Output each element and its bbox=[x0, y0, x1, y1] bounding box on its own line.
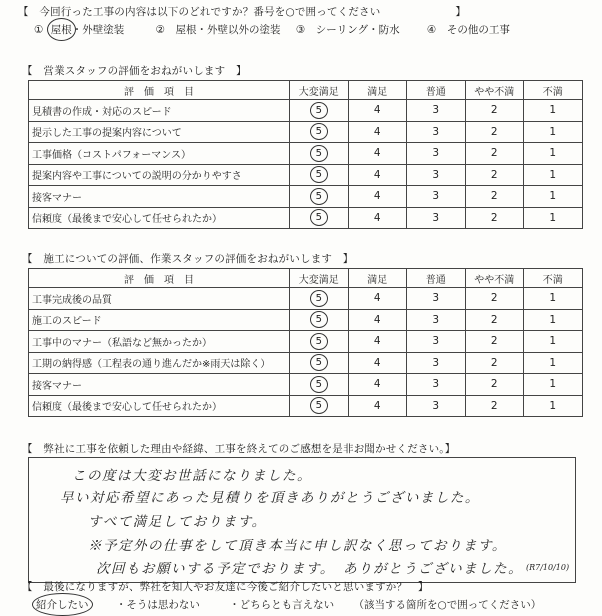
column-header: やや不満 bbox=[465, 269, 524, 288]
table-row bbox=[29, 186, 583, 208]
row-item-label: 工期の納得感（工程表の通り進んだか※雨天は除く） bbox=[29, 352, 290, 374]
table-row bbox=[29, 331, 583, 353]
referral-note: （該当する箇所を○で囲ってください） bbox=[353, 599, 542, 611]
score-cell[interactable] bbox=[407, 331, 466, 353]
column-header: 大変満足 bbox=[290, 81, 349, 100]
score-cell[interactable] bbox=[407, 207, 466, 229]
row-item-label: 工事中のマナー（私語など無かったか） bbox=[29, 331, 290, 353]
score-cell[interactable] bbox=[524, 331, 583, 353]
score-cell[interactable] bbox=[524, 288, 583, 310]
comment-line-4: ※予定外の仕事をして頂き本当に申し訳なく思っております。 bbox=[88, 538, 507, 554]
score-cell[interactable] bbox=[348, 100, 407, 122]
score-cell[interactable] bbox=[348, 121, 407, 143]
score-selected-circled: 5 bbox=[310, 311, 328, 328]
score-option: 1 bbox=[549, 211, 557, 224]
q1-opt2[interactable]: ② 屋根・外壁以外の塗装 bbox=[155, 24, 281, 36]
score-cell[interactable] bbox=[290, 288, 349, 310]
score-cell[interactable] bbox=[348, 331, 407, 353]
score-cell[interactable] bbox=[465, 395, 524, 417]
score-cell[interactable] bbox=[290, 309, 349, 331]
score-cell[interactable] bbox=[465, 288, 524, 310]
score-cell[interactable] bbox=[348, 309, 407, 331]
row-item-label: 提案内容や工事についての説明の分かりやすさ bbox=[29, 164, 290, 186]
score-cell[interactable] bbox=[290, 121, 349, 143]
score-option: 1 bbox=[549, 356, 557, 369]
score-cell[interactable] bbox=[290, 186, 349, 208]
column-header: 普通 bbox=[407, 269, 466, 288]
score-cell[interactable] bbox=[407, 186, 466, 208]
row-item-label: 施工のスピード bbox=[29, 309, 290, 331]
score-cell[interactable] bbox=[348, 207, 407, 229]
q1-opt3[interactable]: ③ シーリング・防水 bbox=[295, 24, 400, 36]
score-cell[interactable] bbox=[348, 374, 407, 396]
score-cell[interactable] bbox=[407, 309, 466, 331]
score-option: 2 bbox=[490, 125, 498, 138]
score-option: 4 bbox=[373, 313, 381, 326]
score-selected-circled: 5 bbox=[310, 145, 328, 162]
score-cell[interactable] bbox=[524, 395, 583, 417]
score-cell[interactable] bbox=[348, 352, 407, 374]
score-option: 2 bbox=[490, 378, 498, 391]
score-option: 3 bbox=[432, 211, 440, 224]
score-cell[interactable] bbox=[348, 143, 407, 165]
q1-opt1-rest: ・外壁塗装 bbox=[71, 24, 125, 36]
q1-opt1-circled[interactable]: 屋根 bbox=[50, 24, 72, 36]
score-option: 1 bbox=[549, 313, 557, 326]
q1-options bbox=[34, 22, 510, 37]
score-cell[interactable] bbox=[290, 164, 349, 186]
score-cell[interactable] bbox=[290, 143, 349, 165]
score-cell[interactable] bbox=[348, 186, 407, 208]
table-row bbox=[29, 143, 583, 165]
score-selected-circled: 5 bbox=[310, 209, 328, 226]
table-row bbox=[29, 374, 583, 396]
score-option: 2 bbox=[490, 168, 498, 181]
score-cell[interactable] bbox=[524, 186, 583, 208]
score-option: 1 bbox=[549, 399, 557, 412]
score-cell[interactable] bbox=[465, 207, 524, 229]
comment-line-5: 次回もお願いする予定でおります。 ありがとうございました。 bbox=[96, 561, 524, 577]
comment-section-title: 【 弊社に工事を依頼した理由や経緯、工事を終えてのご感想を是非お聞かせください。】 bbox=[22, 443, 456, 455]
score-option: 1 bbox=[549, 168, 557, 181]
score-selected-circled: 5 bbox=[310, 376, 328, 393]
score-cell[interactable] bbox=[290, 100, 349, 122]
score-cell[interactable] bbox=[407, 164, 466, 186]
score-option: 1 bbox=[549, 335, 557, 348]
table-row bbox=[29, 121, 583, 143]
column-header: 大変満足 bbox=[290, 269, 349, 288]
score-cell[interactable] bbox=[465, 331, 524, 353]
column-header: 不満 bbox=[524, 269, 583, 288]
score-cell[interactable] bbox=[465, 374, 524, 396]
score-cell[interactable] bbox=[290, 331, 349, 353]
table-header-row bbox=[29, 269, 583, 288]
score-option: 2 bbox=[490, 399, 498, 412]
comment-line-2: 早い対応希望にあった見積りを頂きありがとうございました。 bbox=[60, 490, 480, 506]
column-header: 満足 bbox=[348, 81, 407, 100]
score-option: 4 bbox=[373, 125, 381, 138]
score-selected-circled: 5 bbox=[310, 166, 328, 183]
q1-opt1-number: ① bbox=[34, 24, 44, 36]
column-header: 満足 bbox=[348, 269, 407, 288]
score-cell[interactable] bbox=[407, 121, 466, 143]
score-cell[interactable] bbox=[407, 352, 466, 374]
score-option: 1 bbox=[549, 190, 557, 203]
score-option: 2 bbox=[490, 356, 498, 369]
score-option: 4 bbox=[373, 292, 381, 305]
score-cell[interactable] bbox=[524, 309, 583, 331]
score-cell[interactable] bbox=[407, 288, 466, 310]
q1-title: 【 今回行った工事の内容は以下のどれですか？番号を○で囲ってください 】 bbox=[18, 6, 467, 18]
score-option: 2 bbox=[490, 335, 498, 348]
score-option: 3 bbox=[432, 125, 440, 138]
score-cell[interactable] bbox=[465, 143, 524, 165]
column-header: 評 価 項 目 bbox=[29, 81, 290, 100]
score-selected-circled: 5 bbox=[310, 290, 328, 307]
score-option: 1 bbox=[549, 125, 557, 138]
score-option: 3 bbox=[432, 335, 440, 348]
score-selected-circled: 5 bbox=[310, 123, 328, 140]
score-option: 1 bbox=[549, 292, 557, 305]
score-option: 4 bbox=[373, 211, 381, 224]
score-cell[interactable] bbox=[524, 164, 583, 186]
score-cell[interactable] bbox=[290, 352, 349, 374]
column-header: やや不満 bbox=[465, 81, 524, 100]
score-cell[interactable] bbox=[524, 207, 583, 229]
score-option: 3 bbox=[432, 147, 440, 160]
score-cell[interactable] bbox=[290, 395, 349, 417]
score-option: 1 bbox=[549, 104, 557, 117]
score-option: 4 bbox=[373, 147, 381, 160]
score-option: 2 bbox=[490, 147, 498, 160]
table-row bbox=[29, 164, 583, 186]
table-header-row bbox=[29, 81, 583, 100]
table-row bbox=[29, 288, 583, 310]
score-cell[interactable] bbox=[465, 164, 524, 186]
row-item-label: 工事価格（コストパフォーマンス） bbox=[29, 143, 290, 165]
score-selected-circled: 5 bbox=[310, 354, 328, 371]
score-cell[interactable] bbox=[465, 100, 524, 122]
score-cell[interactable] bbox=[348, 395, 407, 417]
score-cell[interactable] bbox=[348, 164, 407, 186]
score-option: 3 bbox=[432, 378, 440, 391]
score-option: 3 bbox=[432, 168, 440, 181]
column-header: 不満 bbox=[524, 81, 583, 100]
score-option: 2 bbox=[490, 313, 498, 326]
referral-options bbox=[36, 597, 541, 612]
score-option: 2 bbox=[490, 104, 498, 117]
score-option: 3 bbox=[432, 399, 440, 412]
score-cell[interactable] bbox=[290, 374, 349, 396]
score-option: 3 bbox=[432, 104, 440, 117]
score-option: 1 bbox=[549, 147, 557, 160]
table-row bbox=[29, 100, 583, 122]
comment-date: (R7/10/10) bbox=[526, 563, 570, 572]
referral-opt2[interactable]: ・そうは思わない bbox=[115, 599, 200, 611]
score-option: 3 bbox=[432, 313, 440, 326]
sales-section-title: 【 営業スタッフの評価をおねがいします 】 bbox=[22, 65, 247, 77]
score-selected-circled: 5 bbox=[310, 333, 328, 350]
row-item-label: 提示した工事の提案内容について bbox=[29, 121, 290, 143]
score-option: 3 bbox=[432, 292, 440, 305]
score-selected-circled: 5 bbox=[310, 397, 328, 414]
score-option: 3 bbox=[432, 190, 440, 203]
score-cell[interactable] bbox=[290, 207, 349, 229]
q1-opt4[interactable]: ④ その他の工事 bbox=[426, 24, 510, 36]
score-option: 2 bbox=[490, 211, 498, 224]
table-row bbox=[29, 309, 583, 331]
comment-line-1: この度は大変お世話になりました。 bbox=[72, 468, 312, 484]
construction-eval-table bbox=[28, 268, 583, 417]
score-cell[interactable] bbox=[524, 352, 583, 374]
score-cell[interactable] bbox=[524, 143, 583, 165]
row-item-label: 接客マナー bbox=[29, 374, 290, 396]
score-cell[interactable] bbox=[407, 143, 466, 165]
score-option: 4 bbox=[373, 356, 381, 369]
score-cell[interactable] bbox=[465, 121, 524, 143]
score-option: 4 bbox=[373, 378, 381, 391]
score-selected-circled: 5 bbox=[310, 102, 328, 119]
table-row bbox=[29, 352, 583, 374]
score-cell[interactable] bbox=[465, 186, 524, 208]
score-cell[interactable] bbox=[407, 374, 466, 396]
score-cell[interactable] bbox=[524, 374, 583, 396]
score-cell[interactable] bbox=[465, 352, 524, 374]
row-item-label: 接客マナー bbox=[29, 186, 290, 208]
referral-opt3[interactable]: ・どちらとも言えない bbox=[229, 599, 335, 611]
score-option: 4 bbox=[373, 335, 381, 348]
score-cell[interactable] bbox=[524, 100, 583, 122]
score-selected-circled: 5 bbox=[310, 188, 328, 205]
row-item-label: 工事完成後の品質 bbox=[29, 288, 290, 310]
referral-opt1-circled[interactable]: 紹介したい bbox=[36, 599, 89, 611]
sales-eval-table bbox=[28, 80, 583, 229]
score-option: 4 bbox=[373, 104, 381, 117]
score-cell[interactable] bbox=[524, 121, 583, 143]
score-cell[interactable] bbox=[465, 309, 524, 331]
score-cell[interactable] bbox=[407, 100, 466, 122]
score-cell[interactable] bbox=[348, 288, 407, 310]
score-option: 1 bbox=[549, 378, 557, 391]
score-option: 2 bbox=[490, 292, 498, 305]
table-row bbox=[29, 207, 583, 229]
score-option: 3 bbox=[432, 356, 440, 369]
score-cell[interactable] bbox=[407, 395, 466, 417]
score-option: 4 bbox=[373, 190, 381, 203]
row-item-label: 見積書の作成・対応のスピード bbox=[29, 100, 290, 122]
row-item-label: 信頼度（最後まで安心して任せられたか） bbox=[29, 207, 290, 229]
score-option: 4 bbox=[373, 168, 381, 181]
score-option: 2 bbox=[490, 190, 498, 203]
column-header: 普通 bbox=[407, 81, 466, 100]
construction-section-title: 【 施工についての評価、作業スタッフの評価をおねがいします 】 bbox=[22, 253, 354, 265]
row-item-label: 信頼度（最後まで安心して任せられたか） bbox=[29, 395, 290, 417]
score-option: 4 bbox=[373, 399, 381, 412]
referral-section-title: 【 最後になりますが、弊社を知人やお友達に今後ご紹介したいと思いますか？ 】 bbox=[22, 581, 429, 593]
comment-line-3: すべて満足しております。 bbox=[88, 514, 267, 530]
column-header: 評 価 項 目 bbox=[29, 269, 290, 288]
table-row bbox=[29, 395, 583, 417]
